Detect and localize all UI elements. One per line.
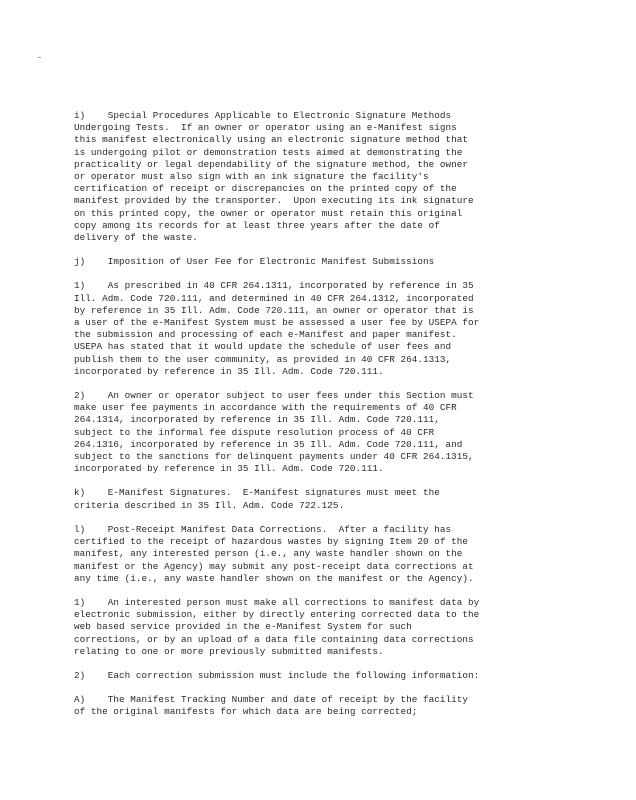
text-line: Ill. Adm. Code 720.111, and determined in 40 CFR 264.1312, incorporated: [74, 292, 474, 304]
text-line: k) E-Manifest Signatures. E-Manifest signatures must meet the: [74, 487, 440, 499]
text-line: subject to the sanctions for delinquent payments under 40 CFR 264.1315,: [74, 451, 474, 463]
text-line: delivery of the waste.: [74, 232, 198, 244]
text-line: a user of the e-Manifest System must be assessed a user fee by USEPA for: [74, 317, 480, 329]
text-line: i) Special Procedures Applicable to Electronic Signature Methods: [74, 110, 452, 121]
text-line: by reference in 35 Ill. Adm. Code 720.111, an owner or operator that is: [74, 304, 474, 316]
text-line: certification of receipt or discrepancies on the printed copy of the: [74, 183, 457, 195]
text-line: relating to one or more previously submitted manifests.: [74, 645, 384, 657]
text-line: subject to the informal fee dispute resolution process of 40 CFR: [74, 426, 435, 438]
text-line: 264.1316, incorporated by reference in 35 Ill. Adm. Code 720.111, and: [74, 438, 463, 450]
scan-mark: [38, 57, 41, 58]
text-line: USEPA has stated that it would update the schedule of user fees and: [74, 341, 452, 353]
paragraph: [74, 524, 554, 585]
text-line: publish them to the user community, as provided in 40 CFR 264.1313,: [74, 353, 452, 365]
text-line: 2) An owner or operator subject to user fees under this Section must: [74, 390, 474, 402]
paragraph: [74, 280, 554, 378]
text-line: incorporated by reference in 35 Ill. Adm. Code 720.111.: [74, 463, 384, 475]
paragraph: [74, 110, 554, 244]
text-line: make user fee payments in accordance with the requirements of 40 CFR: [74, 402, 457, 414]
text-line: incorporated by reference in 35 Ill. Adm. Code 720.111.: [74, 365, 384, 377]
text-line: l) Post-Receipt Manifest Data Corrections. After a facility has: [74, 523, 452, 535]
text-line: criteria described in 35 Ill. Adm. Code 722.125.: [74, 499, 345, 511]
text-line: or operator must also sign with an ink signature the facility's: [74, 171, 429, 183]
paragraph: [74, 256, 554, 268]
text-line: copy among its records for at least three years after the date of: [74, 219, 440, 231]
text-line: electronic submission, either by directly entering corrected data to the: [74, 609, 480, 621]
text-line: certified to the receipt of hazardous wastes by signing Item 20 of the: [74, 536, 469, 548]
text-line: 1) An interested person must make all corrections to manifest data by: [74, 596, 480, 608]
text-line: on this printed copy, the owner or operator must retain this original: [74, 207, 463, 219]
document-body: [74, 110, 554, 731]
text-line: corrections, or by an upload of a data file containing data corrections: [74, 633, 474, 645]
text-line: j) Imposition of User Fee for Electronic Manifest Submissions: [74, 256, 435, 268]
paragraph: [74, 597, 554, 658]
text-line: 1) As prescribed in 40 CFR 264.1311, incorporated by reference in 35: [74, 280, 474, 292]
paragraph: [74, 487, 554, 511]
text-line: the submission and processing of each e-Manifest and paper manifest.: [74, 329, 457, 341]
text-line: Undergoing Tests. If an owner or operator using an e-Manifest signs: [74, 122, 457, 134]
text-line: practicality or legal dependability of the signature method, the owner: [74, 158, 469, 170]
text-line: 2) Each correction submission must include the following information:: [74, 669, 480, 681]
paragraph: [74, 694, 554, 718]
text-line: web based service provided in the e-Manifest System for such: [74, 621, 412, 633]
text-line: 264.1314, incorporated by reference in 35 Ill. Adm. Code 720.111,: [74, 414, 440, 426]
text-line: manifest, any interested person (i.e., any waste handler shown on the: [74, 548, 463, 560]
text-line: manifest or the Agency) may submit any post-receipt data corrections at: [74, 560, 474, 572]
paragraph: [74, 670, 554, 682]
text-line: any time (i.e., any waste handler shown on the manifest or the Agency).: [74, 572, 474, 584]
text-line: is undergoing pilot or demonstration tests aimed at demonstrating the: [74, 146, 463, 158]
text-line: this manifest electronically using an electronic signature method that: [74, 134, 469, 146]
text-line: of the original manifests for which data are being corrected;: [74, 706, 418, 718]
text-line: A) The Manifest Tracking Number and date of receipt by the facility: [74, 694, 469, 706]
text-line: manifest provided by the transporter. Upon executing its ink signature: [74, 195, 474, 207]
paragraph: [74, 390, 554, 475]
